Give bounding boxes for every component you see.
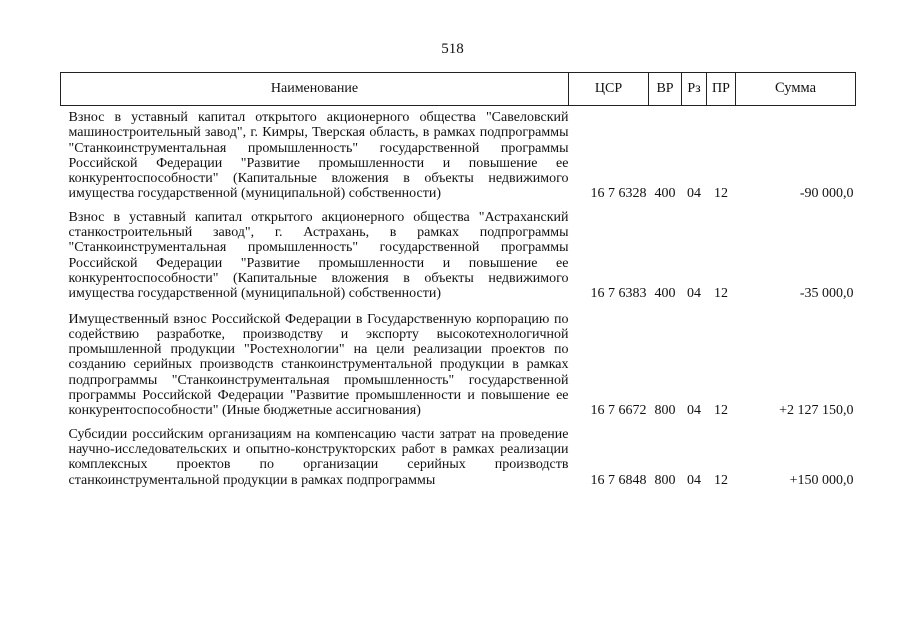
header-vr: ВР [649, 73, 682, 106]
budget-table [60, 72, 856, 488]
table-body [61, 106, 856, 488]
row-vr: 400 [654, 186, 676, 202]
row-csr: 16 7 6328 [590, 186, 647, 202]
row-pr: 12 [714, 403, 728, 419]
row-rz: 04 [687, 186, 701, 202]
row-pr: 12 [714, 186, 728, 202]
header-name: Наименование [61, 73, 569, 106]
row-vr: 800 [654, 472, 676, 488]
row-sum: -90 000,0 [799, 186, 854, 202]
row-rz: 04 [687, 403, 701, 419]
header-sum: Сумма [736, 73, 856, 106]
row-sum: +150 000,0 [789, 472, 854, 488]
table-row [61, 427, 856, 488]
row-csr: 16 7 6672 [590, 403, 647, 419]
table-row [61, 312, 856, 427]
row-vr: 800 [654, 403, 676, 419]
row-csr: 16 7 6848 [590, 472, 647, 488]
header-rz: Рз [682, 73, 707, 106]
row-name: Взнос в уставный капитал открытого акционерного общества "Астраханский станкостроительный завод", г. Астрахань, в рамках подпрограммы "Станкоинструментальная промышленность" государственной программы Российской Федерации "Развитие промышленности и повышение ее конкурентоспособности" (Капитальные вложения в объекты недвижимого имущества государственной (муниципальной) собственности) [68, 209, 569, 302]
row-sum: +2 127 150,0 [779, 403, 854, 419]
row-pr: 12 [714, 286, 728, 302]
header-pr: ПР [707, 73, 736, 106]
table-row [61, 106, 856, 210]
row-name: Взнос в уставный капитал открытого акционерного общества "Савеловский машиностроительный завод", г. Кимры, Тверская область, в рамках подпрограммы "Станкоинструментальная промышленность" государственной программы Российской Федерации "Развитие промышленности и повышение ее конкурентоспособности" (Капитальные вложения в объекты недвижимого имущества государственной (муниципальной) собственности) [68, 110, 569, 202]
row-rz: 04 [687, 286, 701, 302]
table-header [61, 73, 856, 106]
row-vr: 400 [654, 286, 676, 302]
row-name: Имущественный взнос Российской Федерации в Государственную корпорацию по содействию разработке, производству и экспорту высокотехнологичной промышленной продукции "Ростехнологии" на цели реализации проектов по созданию серийных производств станкоинструментальной продукции в рамках подпрограммы "Станкоинструментальная промышленность" государственной программы Российской Федерации "Развитие промышленности и повышение ее конкурентоспособности" (Иные бюджетные ассигнования) [68, 311, 569, 419]
row-name: Субсидии российским организациям на компенсацию части затрат на проведение научно-исследовательских и опытно-конструкторских работ в рамках реализации комплексных проектов по организации серийных производств станкоинструментальной продукции в рамках подпрограммы [68, 426, 569, 488]
table-row [61, 210, 856, 312]
row-rz: 04 [687, 472, 701, 488]
row-csr: 16 7 6383 [590, 286, 647, 302]
page-number: 518 [441, 41, 464, 57]
row-sum: -35 000,0 [799, 286, 854, 302]
row-pr: 12 [714, 472, 728, 488]
header-csr: ЦСР [569, 73, 649, 106]
